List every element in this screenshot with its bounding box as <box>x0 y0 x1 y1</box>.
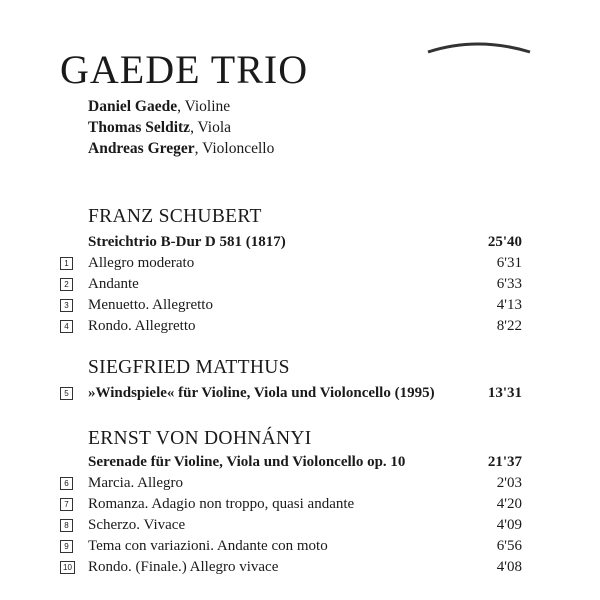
track-title: Rondo. Allegretto <box>88 318 196 334</box>
composer-heading: FRANZ SCHUBERT <box>88 206 262 227</box>
track-title: Andante <box>88 276 139 292</box>
track-duration: 2'03 <box>496 475 522 491</box>
track-title: »Windspiele« für Violine, Viola und Violoncello (1995) <box>88 385 435 401</box>
track-number: 5 <box>60 387 73 400</box>
performer-name: Andreas Greger <box>88 140 195 157</box>
performer-instrument: , Violine <box>177 98 231 115</box>
track-number: 9 <box>60 540 73 553</box>
track-number: 4 <box>60 320 73 333</box>
track-title: Marcia. Allegro <box>88 475 183 491</box>
performer <box>88 96 274 117</box>
track-number: 6 <box>60 477 73 490</box>
track-title: Menuetto. Allegretto <box>88 297 213 313</box>
track-number: 1 <box>60 257 73 270</box>
track-title: Romanza. Adagio non troppo, quasi andante <box>88 496 355 512</box>
instrument-strings-icon <box>420 0 540 190</box>
performer-instrument: , Violoncello <box>194 140 275 157</box>
work-heading <box>88 452 522 472</box>
work-title: Serenade für Violine, Viola und Violoncello op. 10 <box>88 454 406 470</box>
performer-name: Thomas Selditz <box>88 119 191 136</box>
track-duration: 4'09 <box>496 517 522 533</box>
track-duration: 6'33 <box>496 276 522 292</box>
page-title: GAEDE TRIO <box>60 47 309 92</box>
composer-heading: ERNST VON DOHNÁNYI <box>88 428 312 449</box>
track-title: Rondo. (Finale.) Allegro vivace <box>88 559 279 575</box>
composer-heading: SIEGFRIED MATTHUS <box>88 357 290 378</box>
performer-instrument: , Viola <box>190 119 232 136</box>
track-title: Allegro moderato <box>88 255 195 271</box>
track-duration: 13'31 <box>487 385 522 401</box>
work-title: Streichtrio B-Dur D 581 (1817) <box>88 234 286 250</box>
track-duration: 4'13 <box>496 297 522 313</box>
track-number: 7 <box>60 498 73 511</box>
performer-name: Daniel Gaede <box>88 98 178 115</box>
track-number: 10 <box>60 561 75 574</box>
track-duration: 4'08 <box>496 559 522 575</box>
performer <box>88 138 274 159</box>
track-duration: 6'56 <box>496 538 522 554</box>
track-number: 3 <box>60 299 73 312</box>
track-duration: 4'20 <box>496 496 522 512</box>
track-duration: 6'31 <box>496 255 522 271</box>
performer-list <box>88 96 274 159</box>
track-number: 2 <box>60 278 73 291</box>
work-heading <box>88 232 522 252</box>
track-duration: 8'22 <box>496 318 522 334</box>
work-duration: 25'40 <box>487 234 522 250</box>
track-title: Tema con variazioni. Andante con moto <box>88 538 328 554</box>
work-duration: 21'37 <box>487 454 522 470</box>
performer <box>88 117 274 138</box>
track-number: 8 <box>60 519 73 532</box>
track-title: Scherzo. Vivace <box>88 517 186 533</box>
